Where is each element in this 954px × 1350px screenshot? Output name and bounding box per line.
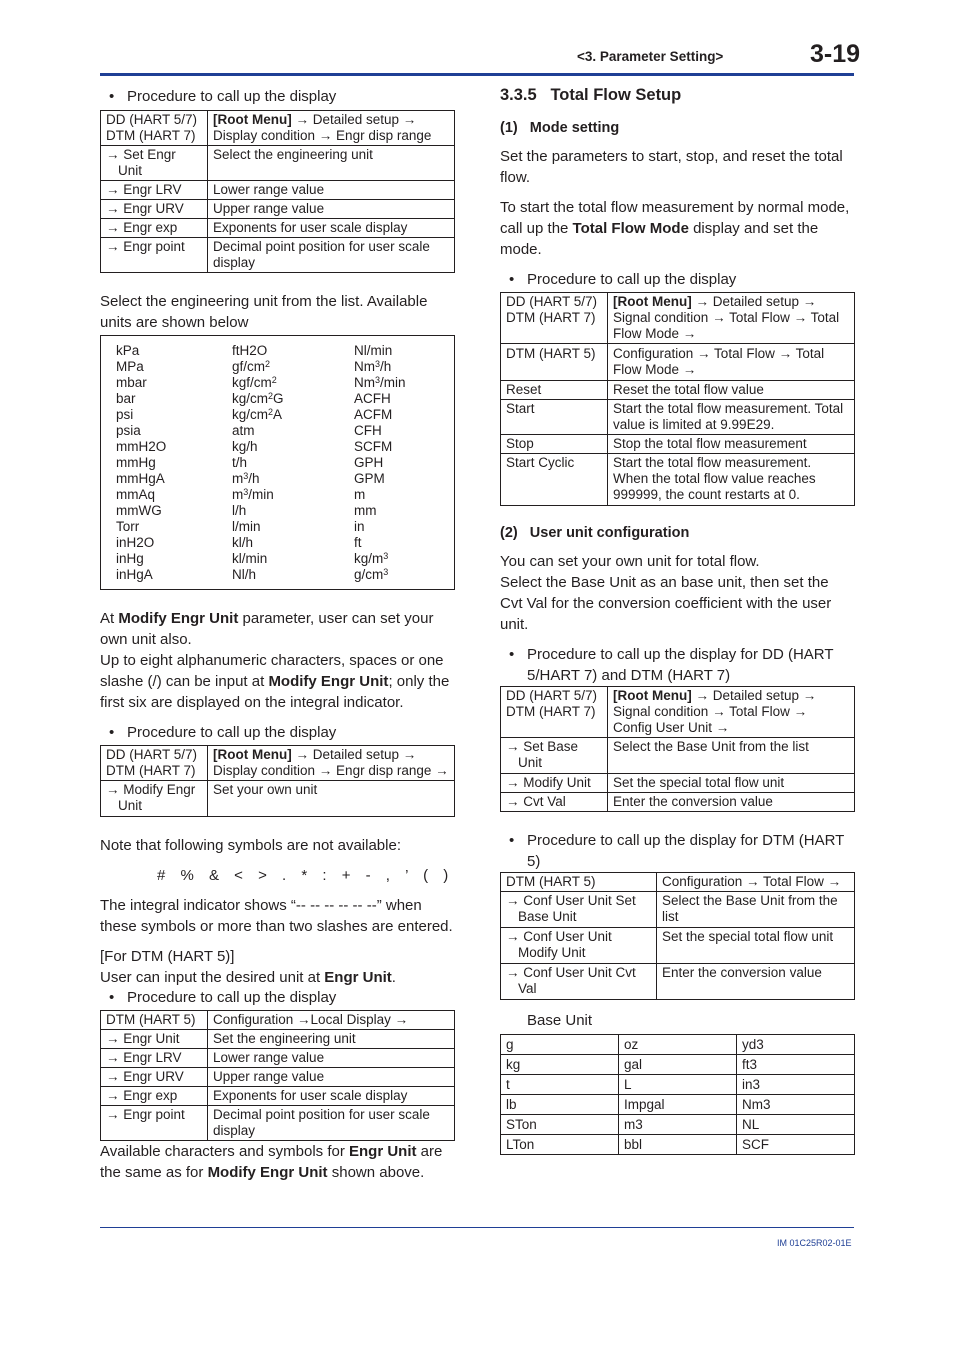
- table-cell: Set the special total flow unit: [608, 774, 855, 793]
- param-name: Engr Unit: [349, 1143, 417, 1160]
- table-row: [501, 793, 855, 812]
- table-row: [501, 1135, 855, 1155]
- table-header-row: [501, 687, 855, 738]
- for-dtm-label: [For DTM (HART 5)]: [100, 948, 235, 965]
- table-row: [501, 381, 855, 400]
- table-cell: → Engr LRV: [101, 181, 208, 200]
- table-cell: → Engr Unit: [101, 1030, 208, 1049]
- unit-item: mmHgA: [116, 471, 165, 486]
- table-cell: Start Cyclic: [501, 454, 608, 506]
- table-row: [101, 1030, 455, 1049]
- table-cell: Select the Base Unit from the list: [657, 892, 855, 928]
- table-row: [501, 892, 855, 928]
- mode-paragraph-2: [500, 197, 855, 260]
- dtm-user-unit-table: [500, 872, 855, 1000]
- table-cell: → Engr point: [101, 238, 208, 273]
- table-header-row: [501, 873, 855, 892]
- text-run: parameter, user can set your own unit also.: [100, 610, 434, 648]
- table-cell: Configuration → Total Flow →: [657, 873, 855, 892]
- unit-item: kl/h: [232, 535, 254, 550]
- menu-path: → Detailed setup → Display condition → Engr disp range →: [213, 747, 449, 778]
- unit-item: psi: [116, 407, 134, 422]
- table-cell: DTM (HART 5): [501, 873, 657, 892]
- table-header-row: [101, 111, 455, 146]
- running-header-section: <3. Parameter Setting>: [577, 49, 724, 64]
- table-cell: [208, 111, 455, 146]
- table-cell: → Engr point: [101, 1106, 208, 1141]
- header-rule: [100, 73, 854, 76]
- unit-item: GPM: [354, 471, 385, 486]
- menu-path: → Detailed setup → Display condition → Engr disp range: [213, 112, 432, 143]
- text-run: User can input the desired unit at: [100, 969, 325, 986]
- table-row: [101, 1068, 455, 1087]
- unit-item: kg/h: [232, 439, 258, 454]
- text-run: .: [391, 969, 396, 986]
- table-cell: Upper range value: [208, 1068, 455, 1087]
- text-run: Up to eight alphanumeric characters, spaces or one slashe (/) can be input at: [100, 652, 444, 690]
- param-name: Modify Engr Unit: [207, 1164, 328, 1181]
- table-cell: LTon: [501, 1135, 619, 1155]
- table-row: [501, 1075, 855, 1095]
- table-cell: Reset the total flow value: [608, 381, 855, 400]
- unit-item: MPa: [116, 359, 144, 374]
- unit-item: kgf/$cm^2$: [232, 374, 277, 390]
- modify-engr-unit-table: [100, 745, 455, 817]
- table-cell: Configuration →Local Display →: [208, 1011, 455, 1030]
- user-unit-paragraph-1: You can set your own unit for total flow.: [500, 553, 760, 570]
- table-row: [101, 219, 455, 238]
- text-run: To start the total flow measurement by normal mode, call up the: [500, 199, 850, 237]
- table-cell: [208, 746, 455, 781]
- root-menu-label: [Root Menu]: [213, 112, 292, 127]
- unit-item: atm: [232, 423, 255, 438]
- table-header-row: [501, 344, 855, 381]
- table-cell: L: [619, 1075, 737, 1095]
- table-row: [101, 1106, 455, 1141]
- table-cell: DD (HART 5/7) DTM (HART 7): [101, 746, 208, 781]
- table-cell: Nm3: [737, 1095, 855, 1115]
- menu-path: → Detailed setup → Signal condition → Total Flow → Total Flow Mode →: [613, 294, 840, 341]
- table-cell: DTM (HART 5): [101, 1011, 208, 1030]
- table-cell: Stop: [501, 435, 608, 454]
- unit-item: kPa: [116, 343, 140, 358]
- units-intro-paragraph: Select the engineering unit from the list. Available units are shown below: [100, 293, 428, 331]
- table-cell: bbl: [619, 1135, 737, 1155]
- table-cell: m3: [619, 1115, 737, 1135]
- text-run: shown above.: [327, 1164, 425, 1181]
- unit-item: $kg/cm^2A$: [232, 406, 283, 422]
- table-row: [501, 1095, 855, 1115]
- table-row: [101, 1087, 455, 1106]
- unit-item: ft: [354, 535, 362, 550]
- table-row: [101, 181, 455, 200]
- table-cell: Reset: [501, 381, 608, 400]
- table-cell: → Conf User Unit Modify Unit: [501, 928, 657, 964]
- unit-item: mbar: [116, 375, 147, 390]
- unit-item: $m^3/\min$: [232, 486, 274, 502]
- unit-column-1: [116, 343, 166, 583]
- unit-item: inH2O: [116, 535, 155, 550]
- unit-item: mmAq: [116, 487, 156, 502]
- table-cell: Lower range value: [208, 1049, 455, 1068]
- param-name: Total Flow Mode: [572, 220, 689, 237]
- section-heading: 3.3.5 Total Flow Setup: [500, 86, 682, 104]
- table-cell: [608, 687, 855, 738]
- unit-item: mmWG: [116, 503, 162, 518]
- table-row: [101, 238, 455, 273]
- table-row: [501, 435, 855, 454]
- table-cell: Enter the conversion value: [608, 793, 855, 812]
- table-cell: Configuration → Total Flow → Total Flow Mode →: [608, 344, 855, 381]
- engr-disp-table: [100, 110, 455, 273]
- table-row: [501, 738, 855, 774]
- table-cell: Decimal point position for user scale display: [208, 238, 455, 273]
- unit-item: Nm$^3$/h: [354, 358, 392, 374]
- table-cell: yd3: [737, 1035, 855, 1055]
- unit-item: psia: [116, 423, 141, 438]
- table-cell: Exponents for user scale display: [208, 219, 455, 238]
- unit-item: ftH2O: [232, 343, 268, 358]
- config-user-unit-table: [500, 686, 855, 812]
- subsection-heading: (1) Mode setting: [500, 120, 620, 136]
- unit-item: GPH: [354, 455, 384, 470]
- unit-item: m: [354, 487, 366, 502]
- unit-item: in: [354, 519, 365, 534]
- unit-item: Torr: [116, 519, 140, 534]
- table-header-row: [501, 293, 855, 344]
- table-row: [501, 1115, 855, 1135]
- table-cell: → Engr exp: [101, 1087, 208, 1106]
- right-column: [500, 86, 855, 1155]
- table-cell: Impgal: [619, 1095, 737, 1115]
- unit-item: Nl/h: [232, 567, 257, 582]
- table-cell: DD (HART 5/7) DTM (HART 7): [501, 687, 608, 738]
- table-cell: DTM (HART 5): [501, 344, 608, 381]
- unit-item: l/min: [232, 519, 261, 534]
- unit-item: inHgA: [116, 567, 153, 582]
- bullet-item: • Procedure to call up the display: [500, 269, 855, 290]
- table-row: [501, 964, 855, 1000]
- table-cell: → Engr LRV: [101, 1049, 208, 1068]
- unit-item: $kg/cm^2G$: [232, 390, 284, 406]
- unit-item: $g/cm^3$: [354, 566, 389, 582]
- table-cell: Start the total flow measurement. When the total flow value reaches 999999, the count restarts at 0.: [608, 454, 855, 506]
- table-cell: Exponents for user scale display: [208, 1087, 455, 1106]
- table-cell: STon: [501, 1115, 619, 1135]
- param-name: Modify Engr Unit: [268, 673, 389, 690]
- unit-item: mmHg: [116, 455, 156, 470]
- table-cell: Lower range value: [208, 181, 455, 200]
- table-cell: → Modify Engr Unit: [101, 781, 208, 817]
- table-cell: Enter the conversion value: [657, 964, 855, 1000]
- table-row: [501, 1035, 855, 1055]
- integral-paragraph: The integral indicator shows “-- -- -- -- -- --” when these symbols or more than two slashes are entered.: [100, 897, 453, 935]
- unit-item: $gf/cm^2$: [232, 358, 271, 374]
- table-cell: → Modify Unit: [501, 774, 608, 793]
- table-row: [501, 1055, 855, 1075]
- table-cell: → Engr URV: [101, 1068, 208, 1087]
- bullet-item: • Procedure to call up the display: [100, 988, 455, 1008]
- root-menu-label: [Root Menu]: [613, 688, 692, 703]
- left-column: [100, 86, 455, 1183]
- table-cell: → Engr exp: [101, 219, 208, 238]
- unit-column-3: [354, 343, 406, 583]
- user-input-paragraph: [100, 967, 455, 988]
- table-cell: lb: [501, 1095, 619, 1115]
- table-cell: Decimal point position for user scale display: [208, 1106, 455, 1141]
- table-cell: → Set Base Unit: [501, 738, 608, 774]
- table-row: [101, 200, 455, 219]
- param-name: Engr Unit: [324, 969, 392, 986]
- unit-item: CFH: [354, 423, 382, 438]
- table-cell: Select the engineering unit: [208, 146, 455, 181]
- table-row: [101, 781, 455, 817]
- modify-paragraph-1: [100, 608, 455, 650]
- table-cell: ft3: [737, 1055, 855, 1075]
- text-run: At: [100, 610, 119, 627]
- table-cell: oz: [619, 1035, 737, 1055]
- table-row: [501, 454, 855, 506]
- base-unit-label: Base Unit: [527, 1012, 593, 1029]
- table-row: [501, 928, 855, 964]
- page-number: 3-19: [810, 40, 861, 68]
- table-cell: → Set Engr Unit: [101, 146, 208, 181]
- unit-item: ACFH: [354, 391, 391, 406]
- document-id: IM 01C25R02-01E: [777, 1238, 852, 1248]
- unit-item: bar: [116, 391, 136, 406]
- unit-list-box: [100, 335, 455, 590]
- text-run: ; only the first six are displayed on the integral indicator.: [100, 673, 450, 711]
- table-cell: Start: [501, 400, 608, 435]
- unit-column-2: [232, 343, 284, 583]
- modify-paragraph-2: [100, 650, 455, 713]
- table-cell: Select the Base Unit from the list: [608, 738, 855, 774]
- dtm-local-display-table: [100, 1010, 455, 1141]
- table-cell: DD (HART 5/7) DTM (HART 7): [501, 293, 608, 344]
- unit-item: Nl/min: [354, 343, 393, 358]
- table-cell: t: [501, 1075, 619, 1095]
- mode-paragraph-1: Set the parameters to start, stop, and reset the total flow.: [500, 148, 843, 186]
- total-flow-mode-table: [500, 292, 855, 506]
- base-unit-table: [500, 1034, 855, 1155]
- bullet-item: • Procedure to call up the display for DD (HART 5/HART 7) and DTM (HART 7): [500, 644, 855, 686]
- table-cell: → Engr URV: [101, 200, 208, 219]
- text-run: Available characters and symbols for: [100, 1143, 350, 1160]
- table-cell: kg: [501, 1055, 619, 1075]
- table-cell: → Conf User Unit Cvt Val: [501, 964, 657, 1000]
- table-header-row: [101, 1011, 455, 1030]
- table-cell: → Conf User Unit Set Base Unit: [501, 892, 657, 928]
- table-cell: gal: [619, 1055, 737, 1075]
- unit-item: SCFM: [354, 439, 393, 454]
- param-name: Modify Engr Unit: [118, 610, 239, 627]
- table-cell: [608, 293, 855, 344]
- note-paragraph: Note that following symbols are not available:: [100, 837, 401, 854]
- unit-item: Nm$^3$/min: [354, 374, 406, 390]
- table-cell: SCF: [737, 1135, 855, 1155]
- footer-rule: [100, 1227, 854, 1228]
- available-paragraph: [100, 1141, 455, 1183]
- unit-item: l/h: [232, 503, 247, 518]
- table-header-row: [101, 746, 455, 781]
- menu-path: → Detailed setup → Signal condition → Total Flow → Config User Unit →: [613, 688, 817, 735]
- table-cell: Upper range value: [208, 200, 455, 219]
- unit-item: mm: [354, 503, 377, 518]
- table-cell: Set the special total flow unit: [657, 928, 855, 964]
- table-cell: g: [501, 1035, 619, 1055]
- table-row: [501, 400, 855, 435]
- unit-item: ACFM: [354, 407, 393, 422]
- bullet-item: • Procedure to call up the display: [100, 86, 455, 107]
- table-cell: Set your own unit: [208, 781, 455, 817]
- unit-item: $m^3/h$: [232, 470, 260, 486]
- user-unit-paragraph-2: Select the Base Unit as an base unit, then set the Cvt Val for the conversion coefficient with the user unit.: [500, 574, 832, 633]
- bullet-item: • Procedure to call up the display for DTM (HART 5): [500, 830, 855, 872]
- root-menu-label: [Root Menu]: [613, 294, 692, 309]
- text-run: display and set the mode.: [500, 220, 819, 258]
- root-menu-label: [Root Menu]: [213, 747, 292, 762]
- table-row: [501, 774, 855, 793]
- table-row: [101, 146, 455, 181]
- unit-item: mmH2O: [116, 439, 167, 454]
- unit-item: $kg/m^3$: [354, 550, 389, 566]
- table-cell: in3: [737, 1075, 855, 1095]
- table-cell: Set the engineering unit: [208, 1030, 455, 1049]
- unavailable-symbols: # % & < > . * : + - , ’ ( ): [157, 867, 454, 884]
- table-cell: NL: [737, 1115, 855, 1135]
- subsection-heading: (2) User unit configuration: [500, 525, 690, 541]
- table-cell: Start the total flow measurement. Total value is limited at 9.99E29.: [608, 400, 855, 435]
- table-cell: Stop the total flow measurement: [608, 435, 855, 454]
- bullet-item: • Procedure to call up the display: [100, 722, 455, 743]
- text-run: are the same as for: [100, 1143, 443, 1181]
- table-cell: DD (HART 5/7) DTM (HART 7): [101, 111, 208, 146]
- unit-item: t/h: [232, 455, 248, 470]
- unit-item: inHg: [116, 551, 144, 566]
- unit-item: kl/min: [232, 551, 268, 566]
- table-row: [101, 1049, 455, 1068]
- table-cell: → Cvt Val: [501, 793, 608, 812]
